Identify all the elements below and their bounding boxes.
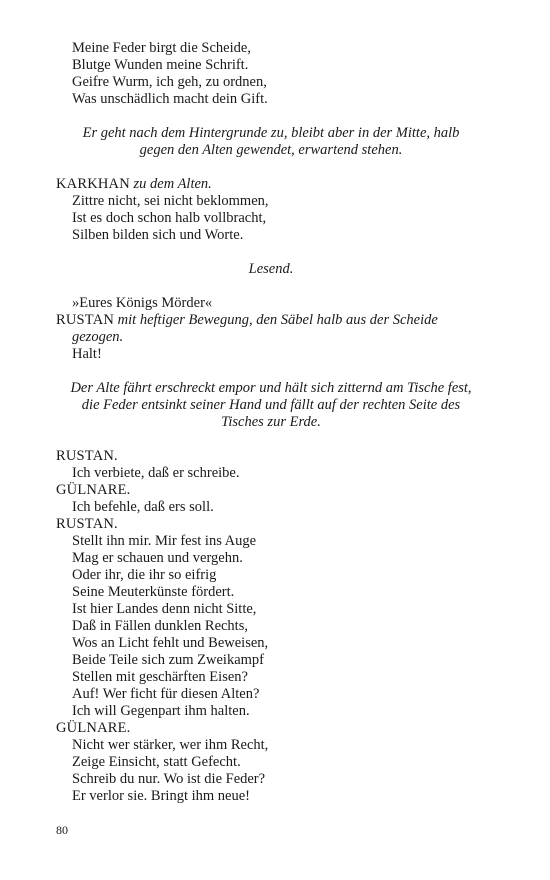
verse-line: Ich befehle, daß ers soll. (72, 499, 214, 515)
verse-line: Zittre nicht, sei nicht beklommen, (72, 193, 269, 209)
verse-line: Meine Feder birgt die Scheide, (72, 40, 251, 56)
stage-direction-lesend: Lesend. (248, 261, 294, 277)
verse-line: Ist hier Landes denn nicht Sitte, (72, 601, 257, 617)
verse-line: Was unschädlich macht dein Gift. (72, 91, 268, 107)
stage-direction-line: die Feder entsinkt seiner Hand und fällt auf der rechten Seite des (81, 397, 461, 413)
verse-line: Ich verbiete, daß er schreibe. (72, 465, 240, 481)
speaker-name: KARKHAN (56, 176, 130, 192)
stage-direction-line: Er geht nach dem Hintergrunde zu, bleibt aber in der Mitte, halb (82, 125, 460, 141)
rustan-speech-1 (56, 312, 486, 363)
page-text (56, 40, 486, 805)
verse-block-1 (56, 40, 486, 108)
speaker-aside-continued: gezogen. (72, 329, 124, 345)
verse-line: Blutge Wunden meine Schrift. (72, 57, 249, 73)
stage-direction-1 (56, 125, 486, 159)
speaker-name: GÜLNARE. (56, 720, 131, 736)
stage-direction-line: Der Alte fährt erschreckt empor und hält sich zitternd am Tische fest, (70, 380, 472, 396)
speaker-name: GÜLNARE. (56, 482, 131, 498)
page-number: 80 (56, 823, 68, 837)
verse-line: Halt! (72, 346, 102, 362)
speaker-name: RUSTAN (56, 312, 115, 328)
verse-line: Wos an Licht fehlt und Beweisen, (72, 635, 269, 651)
stage-direction-2 (56, 380, 486, 431)
verse-line: Geifre Wurm, ich geh, zu ordnen, (72, 74, 267, 90)
dialogue-block (56, 448, 486, 805)
verse-line: Stellt ihn mir. Mir fest ins Auge (72, 533, 257, 549)
karkhan-speech (56, 176, 486, 244)
verse-line: Mag er schauen und vergehn. (72, 550, 243, 566)
verse-line: Ich will Gegenpart ihm halten. (72, 703, 250, 719)
verse-line: Oder ihr, die ihr so eifrig (72, 567, 217, 583)
verse-line: Auf! Wer ficht für diesen Alten? (72, 686, 260, 702)
verse-line: Seine Meuterkünste fördert. (72, 584, 235, 600)
speaker-aside: mit heftiger Bewegung, den Säbel halb aus der Scheide (117, 312, 438, 328)
stage-direction-line: Tisches zur Erde. (221, 414, 321, 430)
verse-line: Schreib du nur. Wo ist die Feder? (72, 771, 266, 787)
verse-line: Nicht wer stärker, wer ihm Recht, (72, 737, 269, 753)
verse-line: Beide Teile sich zum Zweikampf (72, 652, 264, 668)
speaker-name: RUSTAN. (56, 448, 118, 464)
verse-line: Stellen mit geschärften Eisen? (72, 669, 248, 685)
verse-line: Zeige Einsicht, statt Gefecht. (72, 754, 241, 770)
verse-line: Er verlor sie. Bringt ihm neue! (72, 788, 250, 804)
quoted-line: »Eures Königs Mörder« (72, 295, 213, 311)
verse-line: Silben bilden sich und Worte. (72, 227, 244, 243)
verse-line: Daß in Fällen dunklen Rechts, (72, 618, 248, 634)
speaker-aside: zu dem Alten. (133, 176, 212, 192)
speaker-name: RUSTAN. (56, 516, 118, 532)
stage-direction-line: gegen den Alten gewendet, erwartend stehen. (139, 142, 403, 158)
verse-line: Ist es doch schon halb vollbracht, (72, 210, 267, 226)
